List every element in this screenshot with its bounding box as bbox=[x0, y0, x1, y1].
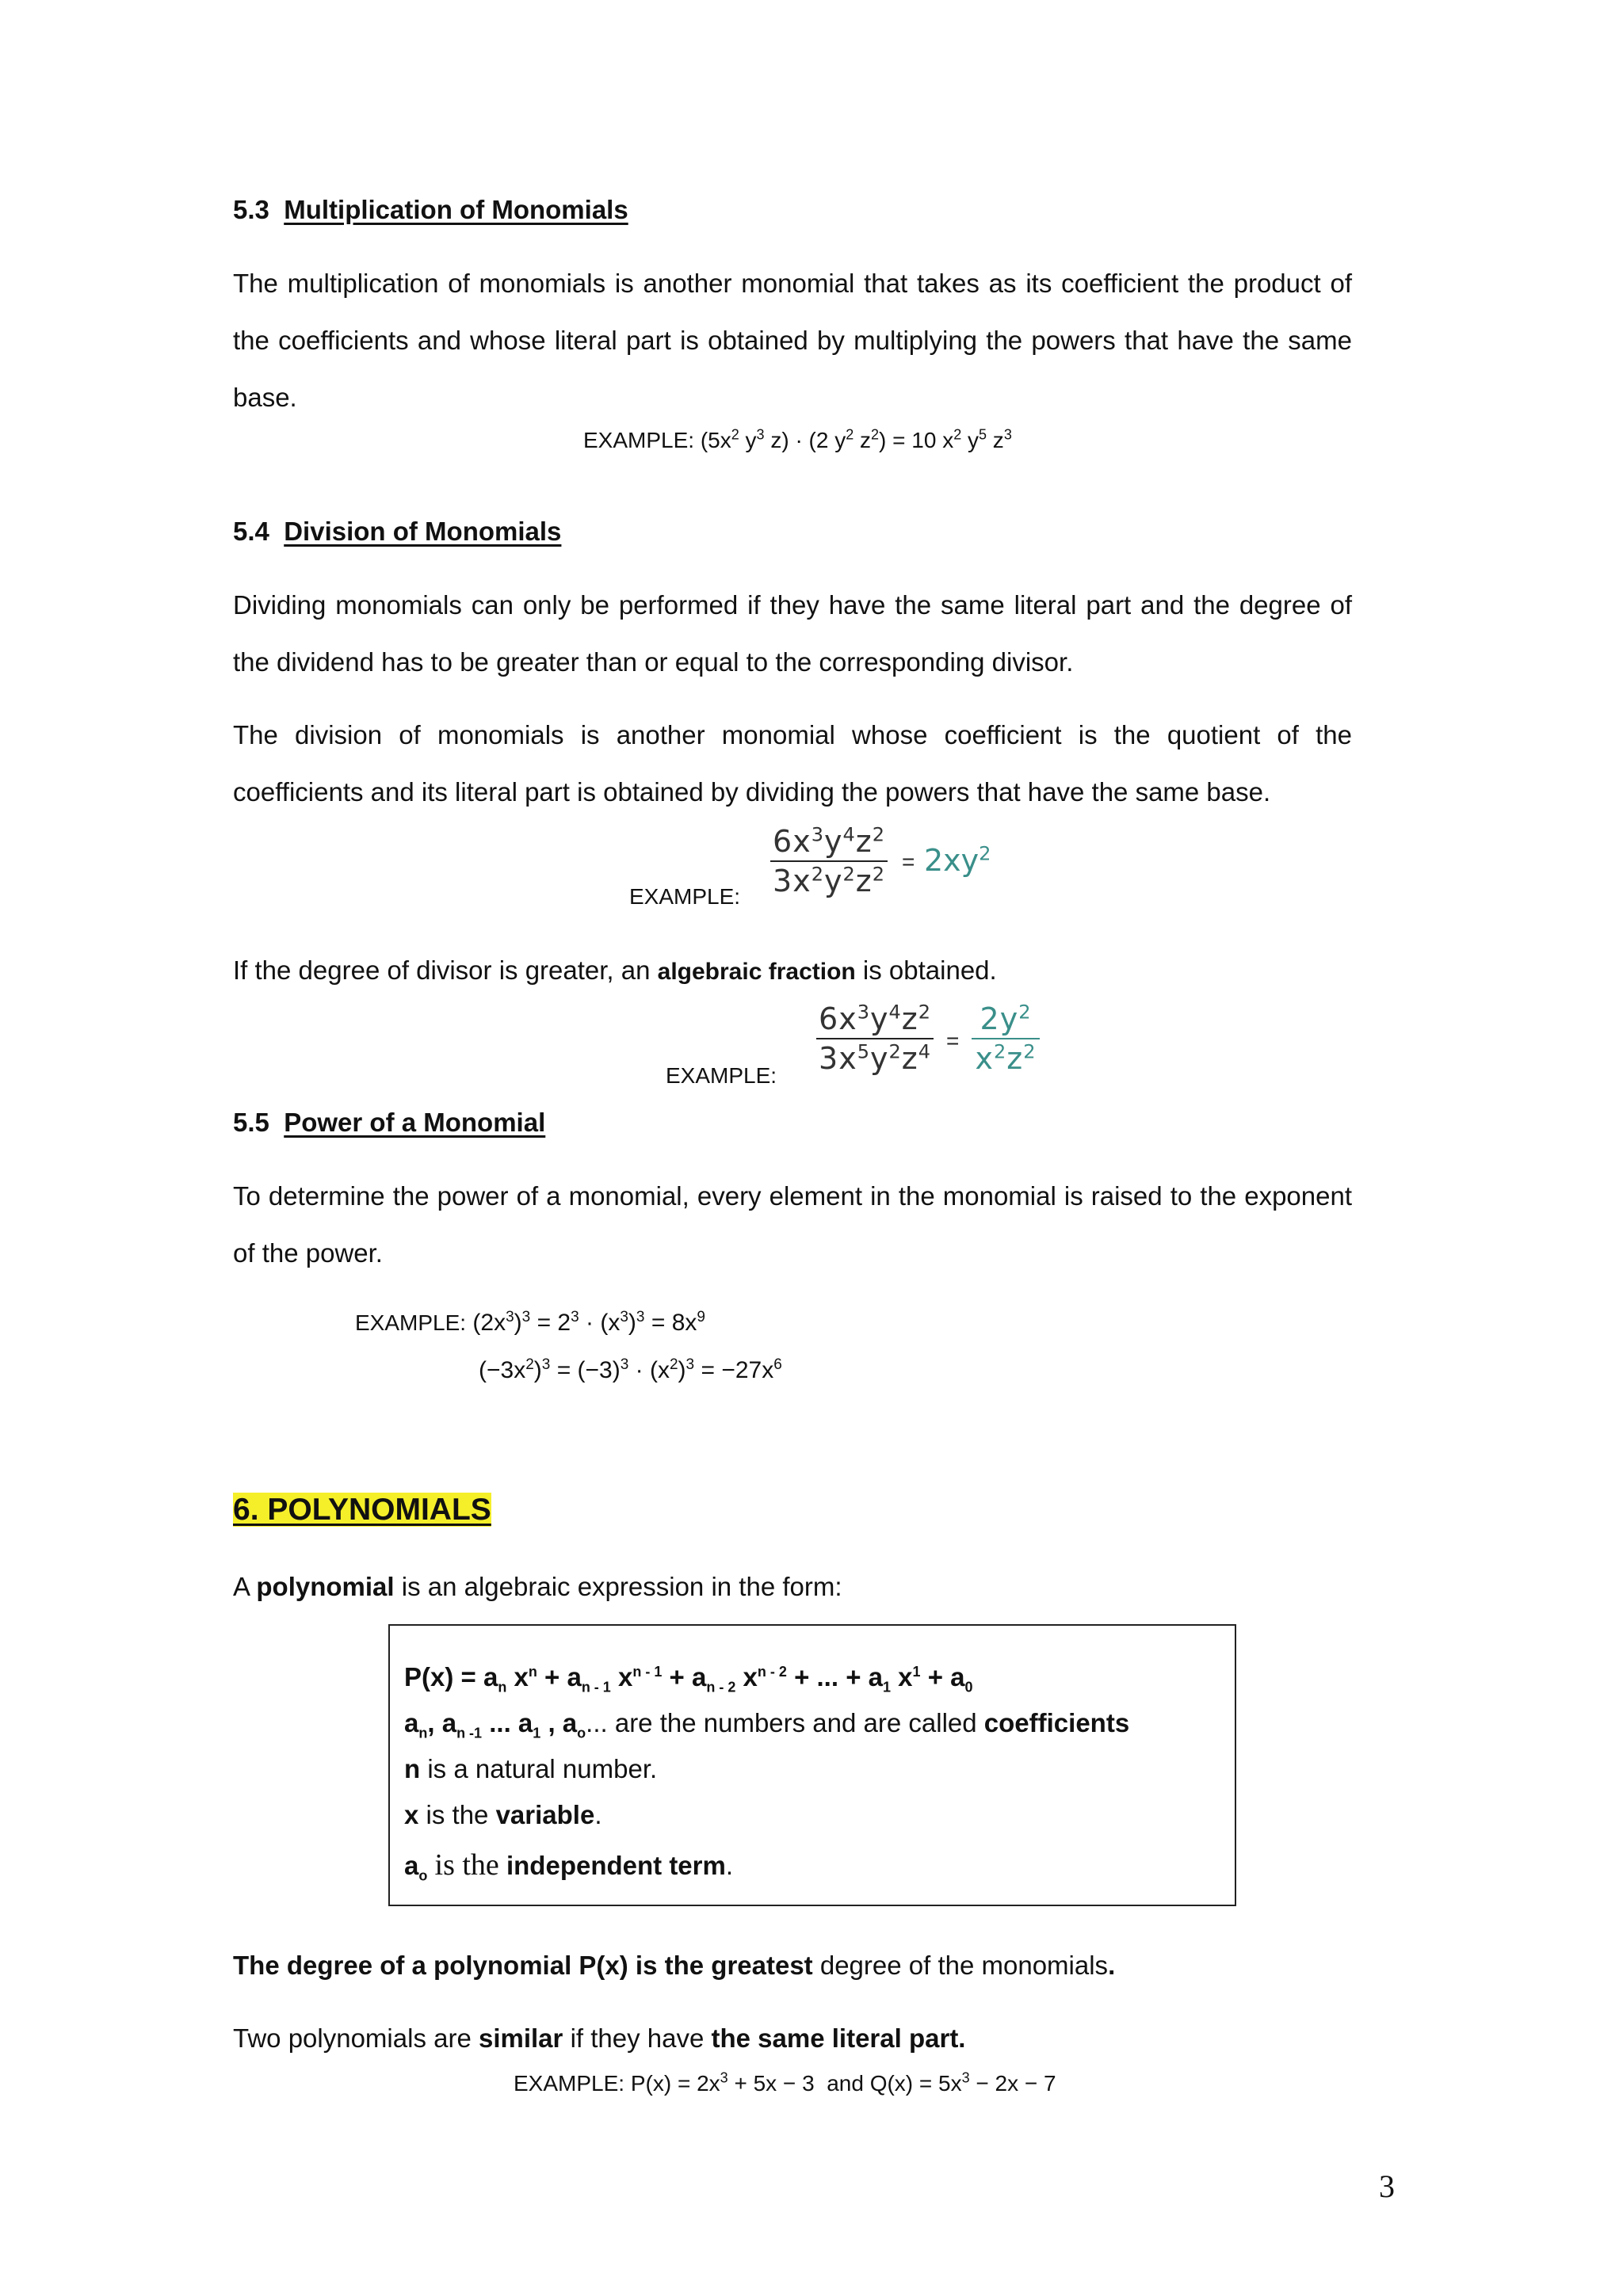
division-fraction: $6x^3y^4z^2$ $3x^2y^2z^2$ bbox=[770, 824, 888, 898]
coefficients-line: $a_n$, $a_{n -1}$ ... $a_1$ , $a_o$... are the numbers and are called coefficients bbox=[404, 1708, 1130, 1741]
section-heading-6 bbox=[233, 1493, 491, 1527]
paragraph-polynomial-intro: A polynomial is an algebraic expression in the form: bbox=[233, 1572, 842, 1601]
paragraph-algebraic-fraction: If the degree of divisor is greater, an algebraic fraction is obtained. bbox=[233, 955, 997, 985]
example-multiplication: EXAMPLE: ($5x^2$ $y^3$ z) · (2 $y^2$ $z^2) = 10$ $x^2$ $y^5$ $z^3$ bbox=[583, 426, 1012, 452]
section-title: 6. POLYNOMIALS bbox=[233, 1493, 491, 1527]
example-label: EXAMPLE: bbox=[514, 2071, 625, 2096]
paragraph-similar: Two polynomials are similar if they have the same literal part. bbox=[233, 2023, 966, 2053]
section-title: Multiplication of Monomials bbox=[284, 195, 628, 224]
x-line: x is the variable. bbox=[404, 1800, 602, 1829]
section-title: Power of a Monomial bbox=[284, 1108, 546, 1137]
paragraph-division-2: The division of monomials is another monomial whose coefficient is the quotient of the coefficients and its literal part is obtained by dividing the powers that have the same base. bbox=[233, 720, 1352, 807]
polynomial-definition-box bbox=[388, 1624, 1236, 1906]
section-number: 5.3 bbox=[233, 195, 269, 224]
algebraic-fraction-result: $2y^2$ $x^2z^2$ bbox=[972, 1001, 1040, 1076]
section-title: Division of Monomials bbox=[284, 517, 562, 546]
section-heading-5-5 bbox=[233, 1108, 545, 1138]
paragraph-division-1: Dividing monomials can only be performed if they have the same literal part and the degree of the dividend has to be greater than or equal to the corresponding divisor. bbox=[233, 590, 1352, 677]
page-number: 3 bbox=[1379, 2168, 1395, 2204]
example-similar: EXAMPLE: $P(x) = 2x^3 + 5x - 3$ and $Q(x) = 5x^3 - 2x - 7$ bbox=[514, 2069, 1056, 2096]
paragraph-degree: The degree of a polynomial P(x) is the greatest degree of the monomials. bbox=[233, 1951, 1116, 1980]
algebraic-fraction-left: $6x^3y^4z^2$ $3x^5y^2z^4$ bbox=[816, 1001, 934, 1076]
example-label: EXAMPLE: bbox=[355, 1310, 467, 1335]
division-result: $2xy^2$ bbox=[924, 842, 991, 878]
independent-term-line: $a_o$ is the independent term. bbox=[404, 1848, 734, 1884]
section-number: 5.5 bbox=[233, 1108, 269, 1137]
section-heading-5-4 bbox=[233, 517, 561, 547]
paragraph-multiplication: The multiplication of monomials is another monomial that takes as its coefficient the product of the coefficients and whose literal part is obtained by multiplying the powers that have the same base. bbox=[233, 269, 1352, 412]
n-line: n is a natural number. bbox=[404, 1754, 658, 1783]
example-label: EXAMPLE: bbox=[629, 884, 741, 909]
example-power-1: EXAMPLE: $(2x^3)^3 = 2^3 \cdot (x^3)^3 = 8x^9$ bbox=[355, 1309, 705, 1336]
bold-term: polynomial bbox=[256, 1572, 395, 1601]
equals-sign: = bbox=[902, 849, 915, 874]
polynomial-formula: $P(x) = a_n$ $x^n + a_{n - 1}$ $x^{n - 1} + a_{n - 2}$ $x^{n - 2}$ + ... + $a_1$ $x^1 + a_0$ bbox=[404, 1662, 973, 1695]
bold-term: algebraic fraction bbox=[657, 959, 856, 985]
example-power-2: $(-3x^2)^3 = (-3)^3 \cdot (x^2)^3 = -27x^6$ bbox=[479, 1356, 782, 1383]
section-number: 5.4 bbox=[233, 517, 269, 546]
example-label: EXAMPLE: bbox=[666, 1063, 777, 1088]
paragraph-power: To determine the power of a monomial, every element in the monomial is raised to the exponent of the power. bbox=[233, 1181, 1352, 1268]
section-heading-5-3 bbox=[233, 195, 628, 225]
example-label: EXAMPLE: bbox=[583, 428, 695, 452]
equals-sign: = bbox=[946, 1028, 960, 1053]
